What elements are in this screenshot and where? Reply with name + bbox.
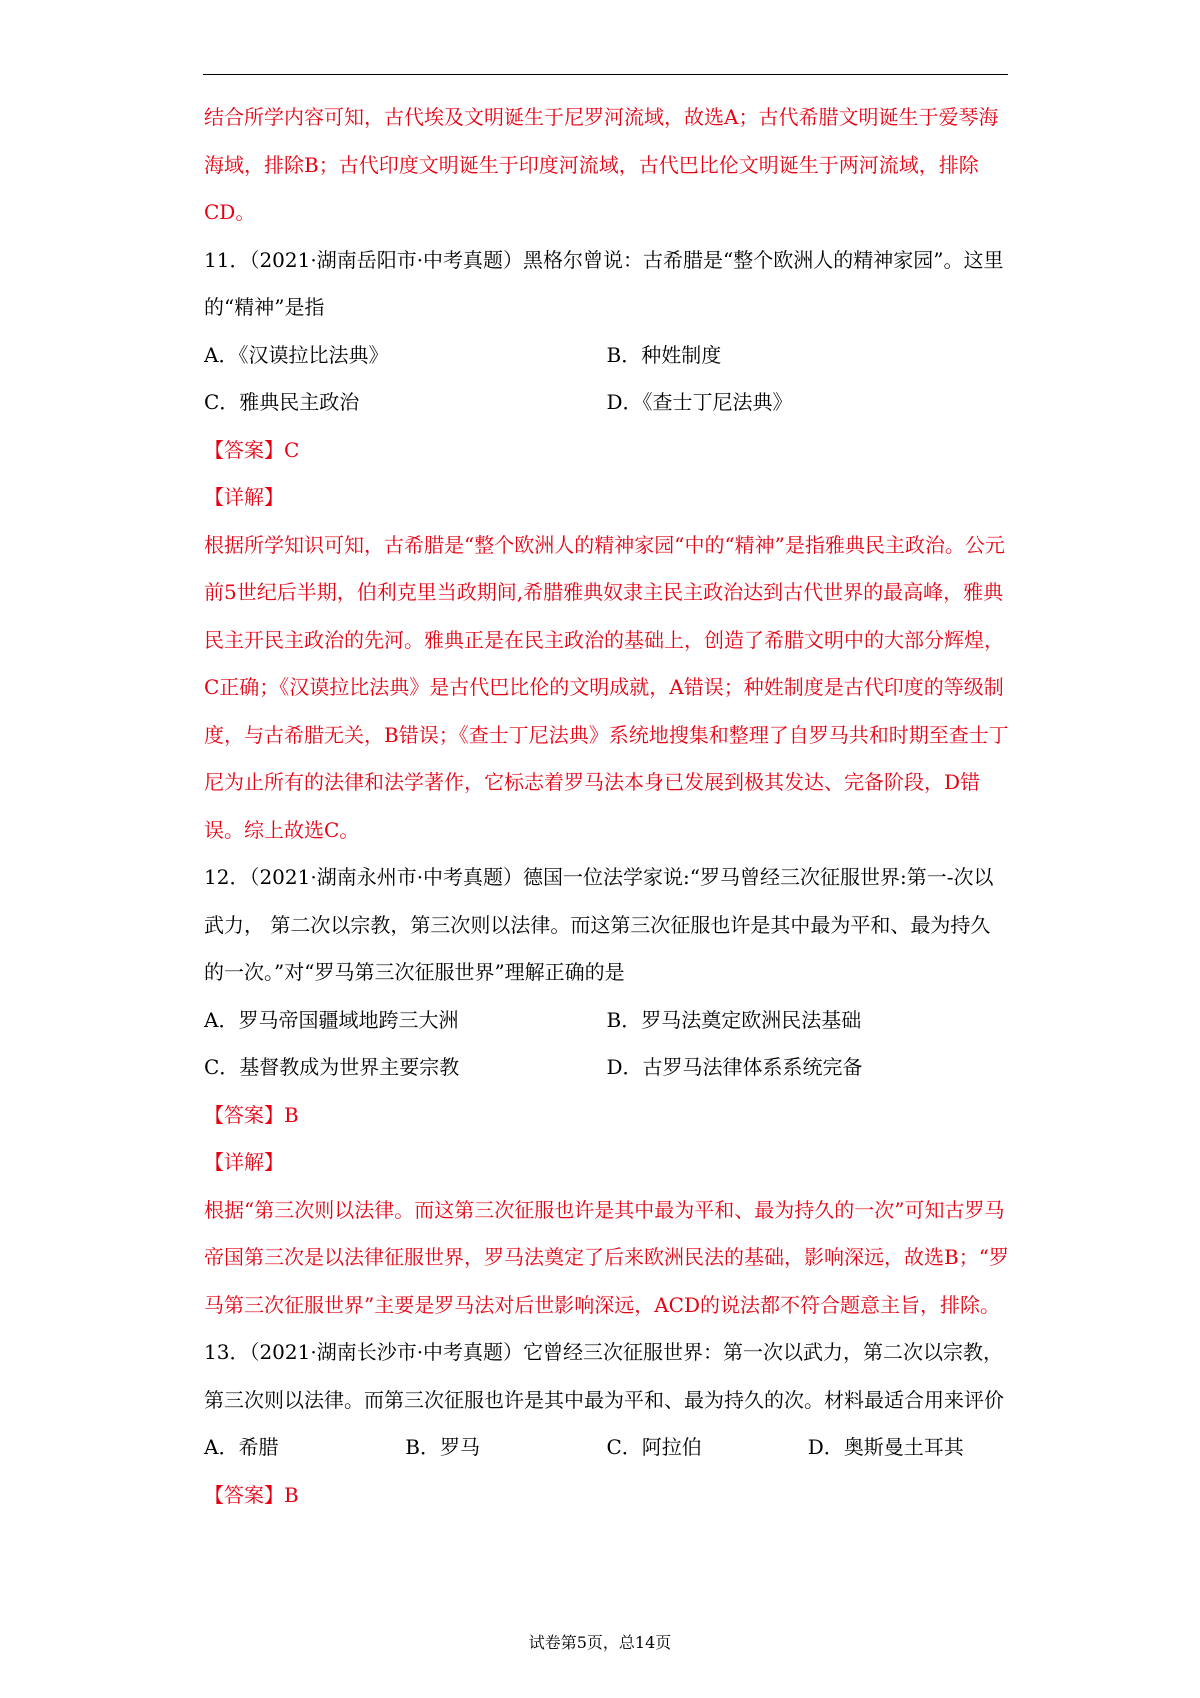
option-b: B．种姓制度 [606,342,722,367]
page-footer: 试卷第5页，总14页 [528,1633,672,1652]
intro-explanation: 结合所学内容可知，古代埃及文明诞生于尼罗河流域，故选A；古代希腊文明诞生于爱琴海海域，排除B；古代印度文明诞生于印度河流域，古代巴比伦文明诞生于两河流域，排除CD。 [204,105,999,224]
detail-text: 根据“第三次则以法律。而这第三次征服也许是其中最为平和、最为持久的一次”可知古罗马帝国第三次是以法律征服世界，罗马法奠定了后来欧洲民法的基础，影响深远，故选B；“罗马第三次征服世界”主要是罗马法对后世影响深远，ACD的说法都不符合题意主旨，排除。 [204,1197,1009,1317]
option-c: C．阿拉伯 [606,1435,702,1459]
option-d: D．古罗马法律体系系统完备 [606,1055,863,1079]
answer-line: 【答案】B [204,1482,299,1507]
option-d: D．《查士丁尼法典》 [606,390,793,414]
option-d: D．奥斯曼土耳其 [807,1435,964,1459]
question-stem: 13．（2021·湖南长沙市·中考真题）它曾经三次征服世界：第一次以武力，第二次以宗教，第三次则以法律。而第三次征服也许是其中最为平和、最为持久的次。材料最适合用来评价 [204,1340,1004,1412]
detail-text: 根据所学知识可知，古希腊是“整个欧洲人的精神家园“中的“精神”是指雅典民主政治。公元前5世纪后半期，伯利克里当政期间,希腊雅典奴隶主民主政治达到古代世界的最高峰，雅典民主开民主政治的先河。雅典正是在民主政治的基础上，创造了希腊文明中的大部分辉煌，C正确；《汉谟拉比法典》是古代巴比伦的文明成就，A错误；种姓制度是古代印度的等级制度，与古希腊无关，B错误；《查士丁尼法典》系统地搜集和整理了自罗马共和时期至查士丁尼为止所有的法律和法学著作，它标志着罗马法本身已发展到极其发达、完备阶段，D错误。综上故选C。 [204,532,1009,842]
question-stem: 12．（2021·湖南永州市·中考真题）德国一位法学家说:“罗马曾经三次征服世界:第一-次以武力， 第二次以宗教，第三次则以法律。而这第三次征服也许是其中最为平和、最为持久的一次。”对“罗马第三次征服世界”理解正确的是 [204,865,994,984]
question-stem: 11．（2021·湖南岳阳市·中考真题）黑格尔曾说：古希腊是“整个欧洲人的精神家园”。这里的“精神”是指 [204,247,1004,319]
option-list [204,332,1009,427]
option-list [204,1424,1009,1472]
option-c: C．基督教成为世界主要宗教 [204,1055,460,1079]
option-a: A．希腊 [204,1435,279,1459]
question-13 [204,1329,1009,1519]
detail-label: 【详解】 [204,485,284,509]
page-content [204,94,1009,1519]
option-a: A．罗马帝国疆域地跨三大洲 [204,1007,459,1032]
question-12 [204,854,1009,1329]
header-rule [203,74,1008,75]
option-c: C．雅典民主政治 [204,390,360,414]
option-a: A．《汉谟拉比法典》 [204,342,389,367]
option-b: B．罗马法奠定欧洲民法基础 [606,1007,862,1032]
question-11 [204,237,1009,855]
option-b: B．罗马 [405,1435,480,1459]
answer-line: 【答案】C [204,437,300,462]
option-list [204,997,1009,1092]
answer-line: 【答案】B [204,1102,299,1127]
detail-label: 【详解】 [204,1150,284,1174]
